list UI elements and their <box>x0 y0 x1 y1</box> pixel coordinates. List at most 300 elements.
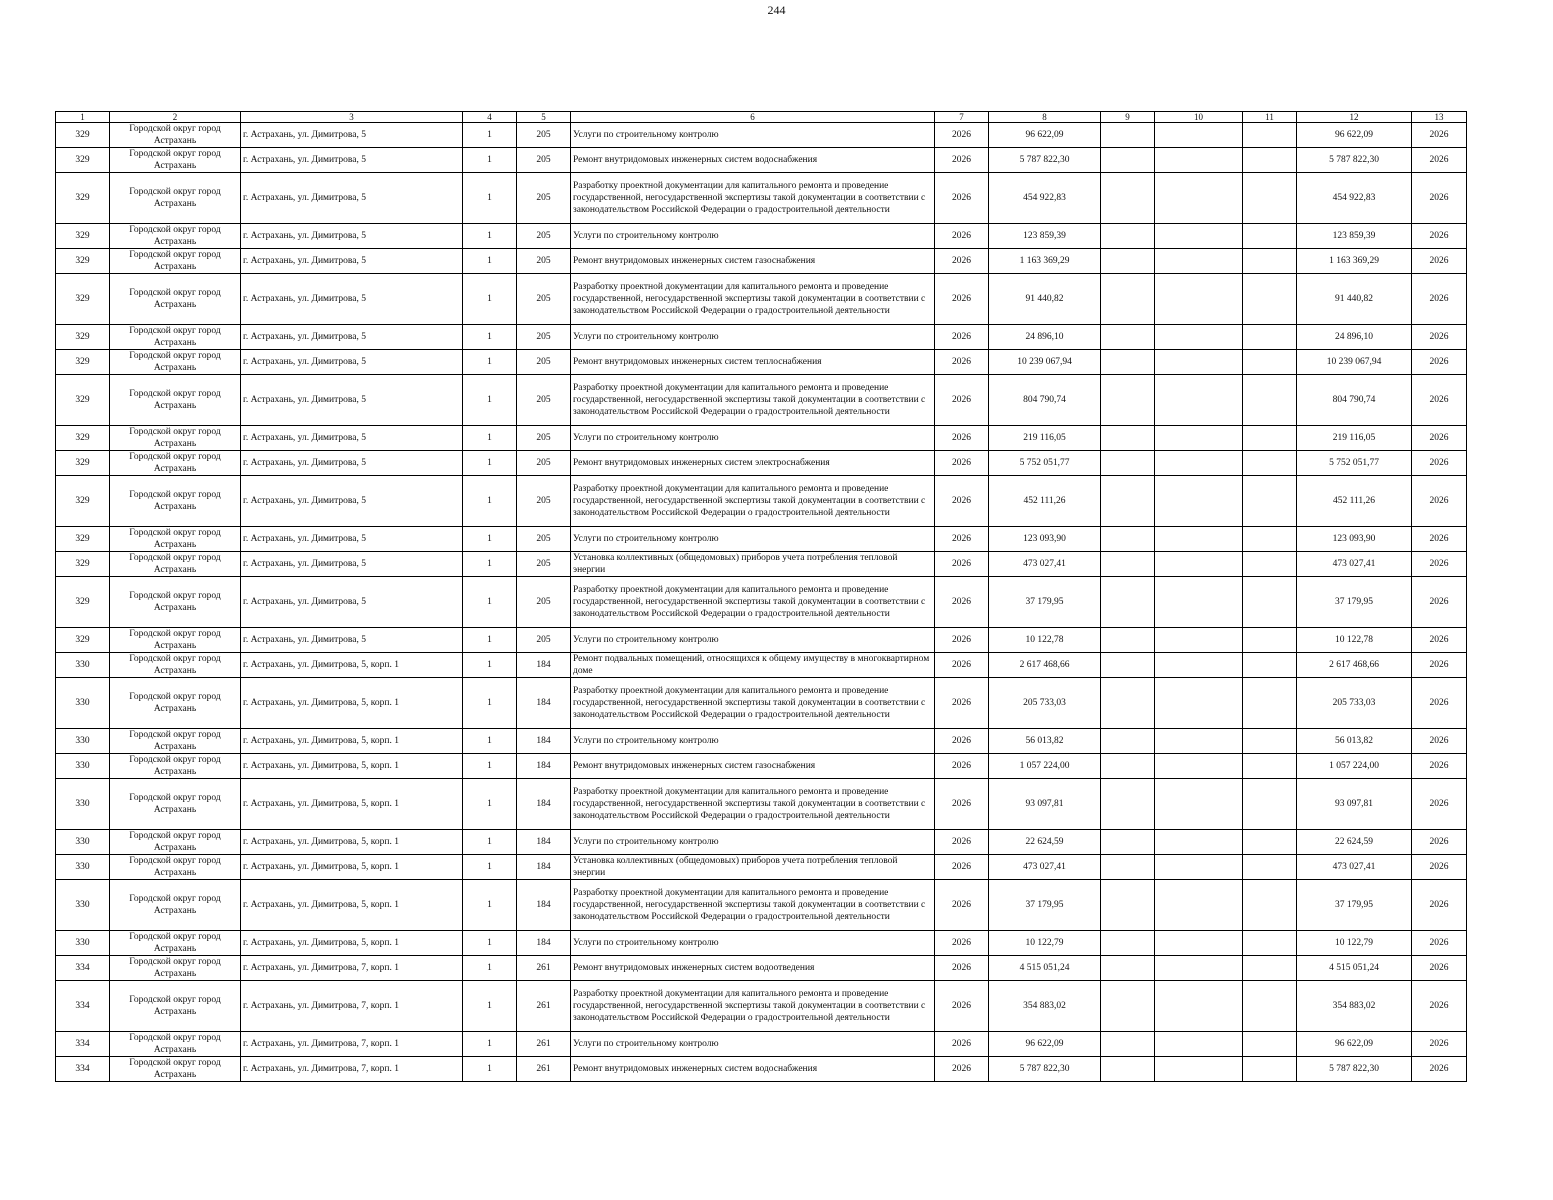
col10-cell <box>1155 678 1243 729</box>
work-type-cell: Разработку проектной документации для капитального ремонта и проведение государственной, негосударственной экспертизы такой документации в соответствии с законодательством Российской Федерации о градостроительной деятельности <box>571 880 935 931</box>
col10-cell <box>1155 224 1243 249</box>
cost-cell: 22 624,59 <box>989 830 1101 855</box>
col9-cell <box>1101 931 1155 956</box>
row-number-cell: 329 <box>56 527 110 552</box>
work-type-cell: Услуги по строительному контролю <box>571 729 935 754</box>
total-cost-cell: 22 624,59 <box>1297 830 1412 855</box>
completion-year-cell: 2026 <box>1412 1057 1467 1082</box>
address-cell: г. Астрахань, ул. Димитрова, 5 <box>241 274 463 325</box>
col9-cell <box>1101 476 1155 527</box>
col5-cell: 184 <box>517 779 571 830</box>
address-cell: г. Астрахань, ул. Димитрова, 5 <box>241 577 463 628</box>
work-type-cell: Установка коллективных (общедомовых) приборов учета потребления тепловой энергии <box>571 855 935 880</box>
completion-year-cell: 2026 <box>1412 224 1467 249</box>
year-cell: 2026 <box>935 678 989 729</box>
row-number-cell: 329 <box>56 577 110 628</box>
col11-cell <box>1243 577 1297 628</box>
column-header: 2 <box>110 112 241 123</box>
col4-cell: 1 <box>463 754 517 779</box>
total-cost-cell: 96 622,09 <box>1297 123 1412 148</box>
col4-cell: 1 <box>463 729 517 754</box>
total-cost-cell: 1 163 369,29 <box>1297 249 1412 274</box>
col11-cell <box>1243 981 1297 1032</box>
col10-cell <box>1155 274 1243 325</box>
municipality-cell: Городской округ город Астрахань <box>110 451 241 476</box>
col5-cell: 184 <box>517 678 571 729</box>
col4-cell: 1 <box>463 451 517 476</box>
col10-cell <box>1155 325 1243 350</box>
col10-cell <box>1155 855 1243 880</box>
year-cell: 2026 <box>935 830 989 855</box>
col5-cell: 205 <box>517 476 571 527</box>
col11-cell <box>1243 779 1297 830</box>
col9-cell <box>1101 426 1155 451</box>
year-cell: 2026 <box>935 956 989 981</box>
row-number-cell: 329 <box>56 148 110 173</box>
completion-year-cell: 2026 <box>1412 956 1467 981</box>
col4-cell: 1 <box>463 123 517 148</box>
col9-cell <box>1101 527 1155 552</box>
address-cell: г. Астрахань, ул. Димитрова, 5 <box>241 476 463 527</box>
total-cost-cell: 123 859,39 <box>1297 224 1412 249</box>
cost-cell: 96 622,09 <box>989 123 1101 148</box>
row-number-cell: 329 <box>56 173 110 224</box>
col4-cell: 1 <box>463 476 517 527</box>
col5-cell: 261 <box>517 956 571 981</box>
col11-cell <box>1243 375 1297 426</box>
col10-cell <box>1155 375 1243 426</box>
work-type-cell: Ремонт внутридомовых инженерных систем газоснабжения <box>571 754 935 779</box>
column-header: 10 <box>1155 112 1243 123</box>
col4-cell: 1 <box>463 1057 517 1082</box>
col4-cell: 1 <box>463 678 517 729</box>
address-cell: г. Астрахань, ул. Димитрова, 5 <box>241 552 463 577</box>
municipality-cell: Городской округ город Астрахань <box>110 375 241 426</box>
work-type-cell: Услуги по строительному контролю <box>571 830 935 855</box>
cost-cell: 37 179,95 <box>989 577 1101 628</box>
col10-cell <box>1155 249 1243 274</box>
address-cell: г. Астрахань, ул. Димитрова, 5 <box>241 451 463 476</box>
col9-cell <box>1101 375 1155 426</box>
col5-cell: 205 <box>517 249 571 274</box>
col5-cell: 184 <box>517 880 571 931</box>
cost-cell: 804 790,74 <box>989 375 1101 426</box>
year-cell: 2026 <box>935 325 989 350</box>
col5-cell: 205 <box>517 527 571 552</box>
col11-cell <box>1243 880 1297 931</box>
col11-cell <box>1243 350 1297 375</box>
cost-cell: 452 111,26 <box>989 476 1101 527</box>
total-cost-cell: 5 787 822,30 <box>1297 1057 1412 1082</box>
col4-cell: 1 <box>463 981 517 1032</box>
capital-repair-table <box>55 111 1467 1082</box>
col5-cell: 205 <box>517 577 571 628</box>
total-cost-cell: 24 896,10 <box>1297 325 1412 350</box>
col5-cell: 184 <box>517 653 571 678</box>
year-cell: 2026 <box>935 1032 989 1057</box>
year-cell: 2026 <box>935 123 989 148</box>
col11-cell <box>1243 754 1297 779</box>
work-type-cell: Разработку проектной документации для капитального ремонта и проведение государственной, негосударственной экспертизы такой документации в соответствии с законодательством Российской Федерации о градостроительной деятельности <box>571 375 935 426</box>
cost-cell: 37 179,95 <box>989 880 1101 931</box>
col4-cell: 1 <box>463 653 517 678</box>
row-number-cell: 330 <box>56 855 110 880</box>
municipality-cell: Городской округ город Астрахань <box>110 779 241 830</box>
row-number-cell: 330 <box>56 880 110 931</box>
col4-cell: 1 <box>463 148 517 173</box>
year-cell: 2026 <box>935 350 989 375</box>
col10-cell <box>1155 148 1243 173</box>
col9-cell <box>1101 123 1155 148</box>
address-cell: г. Астрахань, ул. Димитрова, 5 <box>241 224 463 249</box>
cost-cell: 5 752 051,77 <box>989 451 1101 476</box>
address-cell: г. Астрахань, ул. Димитрова, 5 <box>241 426 463 451</box>
year-cell: 2026 <box>935 173 989 224</box>
municipality-cell: Городской округ город Астрахань <box>110 274 241 325</box>
col9-cell <box>1101 148 1155 173</box>
work-type-cell: Разработку проектной документации для капитального ремонта и проведение государственной, негосударственной экспертизы такой документации в соответствии с законодательством Российской Федерации о градостроительной деятельности <box>571 779 935 830</box>
col10-cell <box>1155 754 1243 779</box>
year-cell: 2026 <box>935 1057 989 1082</box>
year-cell: 2026 <box>935 249 989 274</box>
total-cost-cell: 10 239 067,94 <box>1297 350 1412 375</box>
year-cell: 2026 <box>935 931 989 956</box>
col9-cell <box>1101 224 1155 249</box>
cost-cell: 123 093,90 <box>989 527 1101 552</box>
col9-cell <box>1101 754 1155 779</box>
address-cell: г. Астрахань, ул. Димитрова, 7, корп. 1 <box>241 1032 463 1057</box>
col11-cell <box>1243 931 1297 956</box>
table-row <box>56 451 1467 476</box>
col10-cell <box>1155 577 1243 628</box>
col4-cell: 1 <box>463 375 517 426</box>
col11-cell <box>1243 426 1297 451</box>
address-cell: г. Астрахань, ул. Димитрова, 5 <box>241 148 463 173</box>
address-cell: г. Астрахань, ул. Димитрова, 7, корп. 1 <box>241 981 463 1032</box>
municipality-cell: Городской округ город Астрахань <box>110 729 241 754</box>
completion-year-cell: 2026 <box>1412 552 1467 577</box>
col9-cell <box>1101 628 1155 653</box>
year-cell: 2026 <box>935 981 989 1032</box>
work-type-cell: Услуги по строительному контролю <box>571 325 935 350</box>
total-cost-cell: 93 097,81 <box>1297 779 1412 830</box>
total-cost-cell: 5 787 822,30 <box>1297 148 1412 173</box>
row-number-cell: 329 <box>56 350 110 375</box>
total-cost-cell: 123 093,90 <box>1297 527 1412 552</box>
row-number-cell: 330 <box>56 779 110 830</box>
column-header: 7 <box>935 112 989 123</box>
row-number-cell: 334 <box>56 1057 110 1082</box>
municipality-cell: Городской округ город Астрахань <box>110 880 241 931</box>
col4-cell: 1 <box>463 830 517 855</box>
year-cell: 2026 <box>935 552 989 577</box>
completion-year-cell: 2026 <box>1412 375 1467 426</box>
address-cell: г. Астрахань, ул. Димитрова, 5, корп. 1 <box>241 880 463 931</box>
cost-cell: 5 787 822,30 <box>989 1057 1101 1082</box>
col10-cell <box>1155 350 1243 375</box>
total-cost-cell: 452 111,26 <box>1297 476 1412 527</box>
completion-year-cell: 2026 <box>1412 249 1467 274</box>
col9-cell <box>1101 274 1155 325</box>
municipality-cell: Городской округ город Астрахань <box>110 1032 241 1057</box>
year-cell: 2026 <box>935 653 989 678</box>
row-number-cell: 330 <box>56 754 110 779</box>
col11-cell <box>1243 249 1297 274</box>
table-row <box>56 678 1467 729</box>
total-cost-cell: 205 733,03 <box>1297 678 1412 729</box>
row-number-cell: 329 <box>56 628 110 653</box>
col9-cell <box>1101 577 1155 628</box>
municipality-cell: Городской округ город Астрахань <box>110 173 241 224</box>
col5-cell: 205 <box>517 375 571 426</box>
col4-cell: 1 <box>463 855 517 880</box>
completion-year-cell: 2026 <box>1412 1032 1467 1057</box>
municipality-cell: Городской округ город Астрахань <box>110 855 241 880</box>
completion-year-cell: 2026 <box>1412 830 1467 855</box>
col9-cell <box>1101 350 1155 375</box>
municipality-cell: Городской округ город Астрахань <box>110 628 241 653</box>
col10-cell <box>1155 981 1243 1032</box>
column-number-row <box>56 112 1467 123</box>
cost-cell: 473 027,41 <box>989 855 1101 880</box>
col10-cell <box>1155 451 1243 476</box>
row-number-cell: 334 <box>56 1032 110 1057</box>
address-cell: г. Астрахань, ул. Димитрова, 5, корп. 1 <box>241 678 463 729</box>
completion-year-cell: 2026 <box>1412 855 1467 880</box>
completion-year-cell: 2026 <box>1412 527 1467 552</box>
completion-year-cell: 2026 <box>1412 325 1467 350</box>
address-cell: г. Астрахань, ул. Димитрова, 5, корп. 1 <box>241 653 463 678</box>
column-header: 13 <box>1412 112 1467 123</box>
column-header: 1 <box>56 112 110 123</box>
row-number-cell: 329 <box>56 274 110 325</box>
cost-cell: 2 617 468,66 <box>989 653 1101 678</box>
work-type-cell: Ремонт внутридомовых инженерных систем водоотведения <box>571 956 935 981</box>
completion-year-cell: 2026 <box>1412 476 1467 527</box>
col4-cell: 1 <box>463 1032 517 1057</box>
total-cost-cell: 454 922,83 <box>1297 173 1412 224</box>
completion-year-cell: 2026 <box>1412 426 1467 451</box>
column-header: 8 <box>989 112 1101 123</box>
year-cell: 2026 <box>935 855 989 880</box>
row-number-cell: 334 <box>56 981 110 1032</box>
address-cell: г. Астрахань, ул. Димитрова, 7, корп. 1 <box>241 956 463 981</box>
cost-cell: 354 883,02 <box>989 981 1101 1032</box>
address-cell: г. Астрахань, ул. Димитрова, 5 <box>241 527 463 552</box>
cost-cell: 205 733,03 <box>989 678 1101 729</box>
col10-cell <box>1155 653 1243 678</box>
completion-year-cell: 2026 <box>1412 148 1467 173</box>
col5-cell: 205 <box>517 350 571 375</box>
table-row <box>56 426 1467 451</box>
table-row <box>56 350 1467 375</box>
work-type-cell: Разработку проектной документации для капитального ремонта и проведение государственной, негосударственной экспертизы такой документации в соответствии с законодательством Российской Федерации о градостроительной деятельности <box>571 173 935 224</box>
total-cost-cell: 2 617 468,66 <box>1297 653 1412 678</box>
completion-year-cell: 2026 <box>1412 274 1467 325</box>
municipality-cell: Городской округ город Астрахань <box>110 527 241 552</box>
col9-cell <box>1101 1057 1155 1082</box>
col9-cell <box>1101 249 1155 274</box>
col10-cell <box>1155 729 1243 754</box>
col4-cell: 1 <box>463 880 517 931</box>
year-cell: 2026 <box>935 779 989 830</box>
table-row <box>56 249 1467 274</box>
municipality-cell: Городской округ город Астрахань <box>110 956 241 981</box>
col9-cell <box>1101 981 1155 1032</box>
cost-cell: 473 027,41 <box>989 552 1101 577</box>
col4-cell: 1 <box>463 779 517 830</box>
work-type-cell: Услуги по строительному контролю <box>571 628 935 653</box>
completion-year-cell: 2026 <box>1412 729 1467 754</box>
work-type-cell: Разработку проектной документации для капитального ремонта и проведение государственной, негосударственной экспертизы такой документации в соответствии с законодательством Российской Федерации о градостроительной деятельности <box>571 577 935 628</box>
table-row <box>56 729 1467 754</box>
work-type-cell: Разработку проектной документации для капитального ремонта и проведение государственной, негосударственной экспертизы такой документации в соответствии с законодательством Российской Федерации о градостроительной деятельности <box>571 981 935 1032</box>
address-cell: г. Астрахань, ул. Димитрова, 5 <box>241 123 463 148</box>
work-type-cell: Ремонт внутридомовых инженерных систем водоснабжения <box>571 148 935 173</box>
col4-cell: 1 <box>463 628 517 653</box>
table-row <box>56 577 1467 628</box>
col11-cell <box>1243 527 1297 552</box>
col10-cell <box>1155 830 1243 855</box>
col5-cell: 261 <box>517 1032 571 1057</box>
row-number-cell: 329 <box>56 451 110 476</box>
col11-cell <box>1243 451 1297 476</box>
col11-cell <box>1243 148 1297 173</box>
col10-cell <box>1155 779 1243 830</box>
col11-cell <box>1243 1057 1297 1082</box>
table-row <box>56 476 1467 527</box>
work-type-cell: Ремонт подвальных помещений, относящихся к общему имуществу в многоквартирном доме <box>571 653 935 678</box>
table-row <box>56 552 1467 577</box>
col9-cell <box>1101 880 1155 931</box>
address-cell: г. Астрахань, ул. Димитрова, 7, корп. 1 <box>241 1057 463 1082</box>
col10-cell <box>1155 880 1243 931</box>
year-cell: 2026 <box>935 148 989 173</box>
year-cell: 2026 <box>935 274 989 325</box>
col5-cell: 205 <box>517 148 571 173</box>
col5-cell: 184 <box>517 830 571 855</box>
total-cost-cell: 10 122,78 <box>1297 628 1412 653</box>
address-cell: г. Астрахань, ул. Димитрова, 5, корп. 1 <box>241 931 463 956</box>
table-row <box>56 880 1467 931</box>
cost-cell: 24 896,10 <box>989 325 1101 350</box>
col5-cell: 184 <box>517 931 571 956</box>
col5-cell: 184 <box>517 754 571 779</box>
work-type-cell: Ремонт внутридомовых инженерных систем электроснабжения <box>571 451 935 476</box>
completion-year-cell: 2026 <box>1412 451 1467 476</box>
completion-year-cell: 2026 <box>1412 678 1467 729</box>
col5-cell: 184 <box>517 729 571 754</box>
total-cost-cell: 91 440,82 <box>1297 274 1412 325</box>
year-cell: 2026 <box>935 224 989 249</box>
municipality-cell: Городской округ город Астрахань <box>110 981 241 1032</box>
table-row <box>56 148 1467 173</box>
municipality-cell: Городской округ город Астрахань <box>110 653 241 678</box>
year-cell: 2026 <box>935 628 989 653</box>
completion-year-cell: 2026 <box>1412 173 1467 224</box>
cost-cell: 93 097,81 <box>989 779 1101 830</box>
col5-cell: 205 <box>517 325 571 350</box>
cost-cell: 91 440,82 <box>989 274 1101 325</box>
column-header: 6 <box>571 112 935 123</box>
total-cost-cell: 10 122,79 <box>1297 931 1412 956</box>
col4-cell: 1 <box>463 931 517 956</box>
row-number-cell: 330 <box>56 653 110 678</box>
year-cell: 2026 <box>935 729 989 754</box>
work-type-cell: Услуги по строительному контролю <box>571 426 935 451</box>
table-row <box>56 779 1467 830</box>
cost-cell: 10 122,78 <box>989 628 1101 653</box>
row-number-cell: 329 <box>56 552 110 577</box>
cost-cell: 10 239 067,94 <box>989 350 1101 375</box>
total-cost-cell: 219 116,05 <box>1297 426 1412 451</box>
work-type-cell: Ремонт внутридомовых инженерных систем газоснабжения <box>571 249 935 274</box>
municipality-cell: Городской округ город Астрахань <box>110 123 241 148</box>
col10-cell <box>1155 931 1243 956</box>
municipality-cell: Городской округ город Астрахань <box>110 476 241 527</box>
col5-cell: 261 <box>517 1057 571 1082</box>
work-type-cell: Разработку проектной документации для капитального ремонта и проведение государственной, негосударственной экспертизы такой документации в соответствии с законодательством Российской Федерации о градостроительной деятельности <box>571 678 935 729</box>
table-row <box>56 173 1467 224</box>
work-type-cell: Установка коллективных (общедомовых) приборов учета потребления тепловой энергии <box>571 552 935 577</box>
col10-cell <box>1155 123 1243 148</box>
municipality-cell: Городской округ город Астрахань <box>110 325 241 350</box>
total-cost-cell: 1 057 224,00 <box>1297 754 1412 779</box>
col11-cell <box>1243 173 1297 224</box>
municipality-cell: Городской округ город Астрахань <box>110 1057 241 1082</box>
total-cost-cell: 56 013,82 <box>1297 729 1412 754</box>
table-row <box>56 855 1467 880</box>
work-type-cell: Ремонт внутридомовых инженерных систем теплоснабжения <box>571 350 935 375</box>
col11-cell <box>1243 325 1297 350</box>
col11-cell <box>1243 274 1297 325</box>
table-row <box>56 325 1467 350</box>
municipality-cell: Городской округ город Астрахань <box>110 552 241 577</box>
municipality-cell: Городской округ город Астрахань <box>110 931 241 956</box>
completion-year-cell: 2026 <box>1412 931 1467 956</box>
year-cell: 2026 <box>935 527 989 552</box>
year-cell: 2026 <box>935 880 989 931</box>
col11-cell <box>1243 1032 1297 1057</box>
completion-year-cell: 2026 <box>1412 981 1467 1032</box>
col9-cell <box>1101 325 1155 350</box>
cost-cell: 5 787 822,30 <box>989 148 1101 173</box>
col9-cell <box>1101 779 1155 830</box>
col9-cell <box>1101 1032 1155 1057</box>
address-cell: г. Астрахань, ул. Димитрова, 5 <box>241 173 463 224</box>
col10-cell <box>1155 173 1243 224</box>
row-number-cell: 329 <box>56 426 110 451</box>
col4-cell: 1 <box>463 274 517 325</box>
row-number-cell: 330 <box>56 931 110 956</box>
column-header: 9 <box>1101 112 1155 123</box>
completion-year-cell: 2026 <box>1412 350 1467 375</box>
col4-cell: 1 <box>463 224 517 249</box>
col4-cell: 1 <box>463 173 517 224</box>
col11-cell <box>1243 628 1297 653</box>
address-cell: г. Астрахань, ул. Димитрова, 5 <box>241 325 463 350</box>
table-row <box>56 274 1467 325</box>
table-row <box>56 981 1467 1032</box>
col10-cell <box>1155 628 1243 653</box>
col10-cell <box>1155 1057 1243 1082</box>
col11-cell <box>1243 123 1297 148</box>
row-number-cell: 329 <box>56 249 110 274</box>
table-row <box>56 375 1467 426</box>
table-row <box>56 123 1467 148</box>
table-row <box>56 830 1467 855</box>
year-cell: 2026 <box>935 754 989 779</box>
